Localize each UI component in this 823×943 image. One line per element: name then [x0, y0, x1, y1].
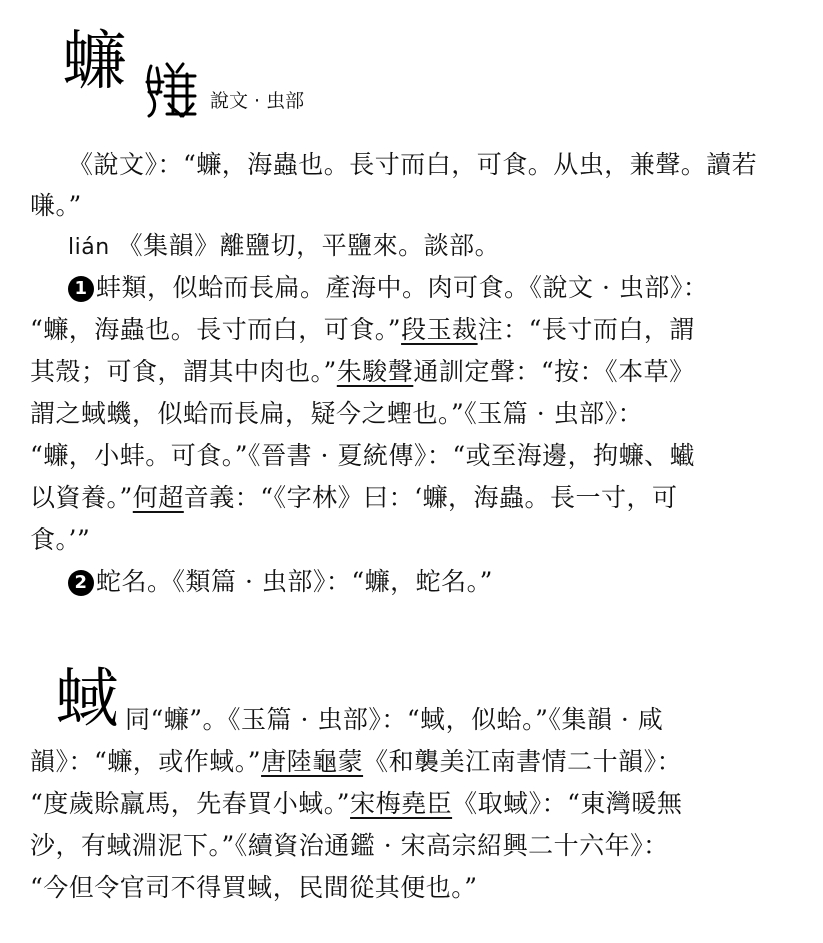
sense2-line: 2 蛇名。《類篇 · 虫部》：“蠊，蛇名。” — [68, 566, 795, 598]
sense1-line-7: 食。’” — [30, 525, 91, 554]
author-name: 朱駿聲 — [336, 357, 414, 386]
entry1-headword: 蠊 — [62, 25, 126, 99]
author-name: 段玉裁 — [401, 315, 478, 344]
author-name: 何超 — [132, 483, 184, 512]
entry2-line-4: 沙，有蜮淵泥下。”《續資治通鑑 · 宋高宗紹興二十六年》： — [30, 831, 669, 860]
entry2-line-1: 同“蠊”。《玉篇 · 虫部》：“蜮，似蛤。”《集韻 · 咸 — [125, 705, 664, 734]
sense1-line-6: 以資養。”何超音義：“《字林》曰：‘蠊，海蟲。長一寸，可 — [30, 483, 678, 512]
source-tag: 說文 · 虫部 — [210, 90, 305, 112]
quote-line-1: 《說文》：“蠊，海蟲也。長寸而白，可食。从虫，兼聲。讀若 — [68, 150, 758, 179]
sense1-line-2: “蠊，海蟲也。長寸而白，可食。”段玉裁注：“長寸而白，謂 — [30, 315, 695, 344]
sense1-line-4: 謂之蜮蟣，似蛤而長扁，疑今之蟶也。”《玉篇 · 虫部》： — [30, 399, 644, 428]
quote-line-2: 嗛。” — [30, 191, 82, 220]
entry2-line-5: “今但令官司不得買蜮，民間從其便也。” — [30, 873, 478, 902]
entry2-line-2: 韻》：“蠊，或作蜮。”唐陸龜蒙《和襲美江南書情二十韻》： — [30, 747, 683, 776]
sense1-line-3: 其殼；可食，謂其中肉也。”朱駿聲通訓定聲：“按：《本草》 — [30, 357, 695, 386]
author-name: 宋梅堯臣 — [350, 789, 453, 818]
entry2-line-3: “度歲賒羸馬，先春買小蜮。”宋梅堯臣《取蜮》：“東灣暖無 — [30, 789, 683, 818]
pronunciation-line: lián 《集韻》離鹽切，平鹽來。談部。 — [68, 231, 501, 260]
sense1-line-5: “蠊，小蚌。可食。”《晉書 · 夏統傳》：“或至海邊，拘蠊、蠘 — [30, 441, 696, 470]
sense1-line-1: 1 蚌類，似蛤而長扁。產海中。肉可食。《說文 · 虫部》： — [68, 272, 795, 304]
sense-number-badge: 1 — [68, 276, 94, 302]
sense-number-badge: 2 — [68, 570, 94, 596]
author-name: 唐陸龜蒙 — [261, 747, 364, 776]
entry2-headword: 蜮 — [55, 663, 119, 737]
pinyin: lián — [68, 235, 110, 260]
seal-script-icon — [143, 58, 201, 120]
